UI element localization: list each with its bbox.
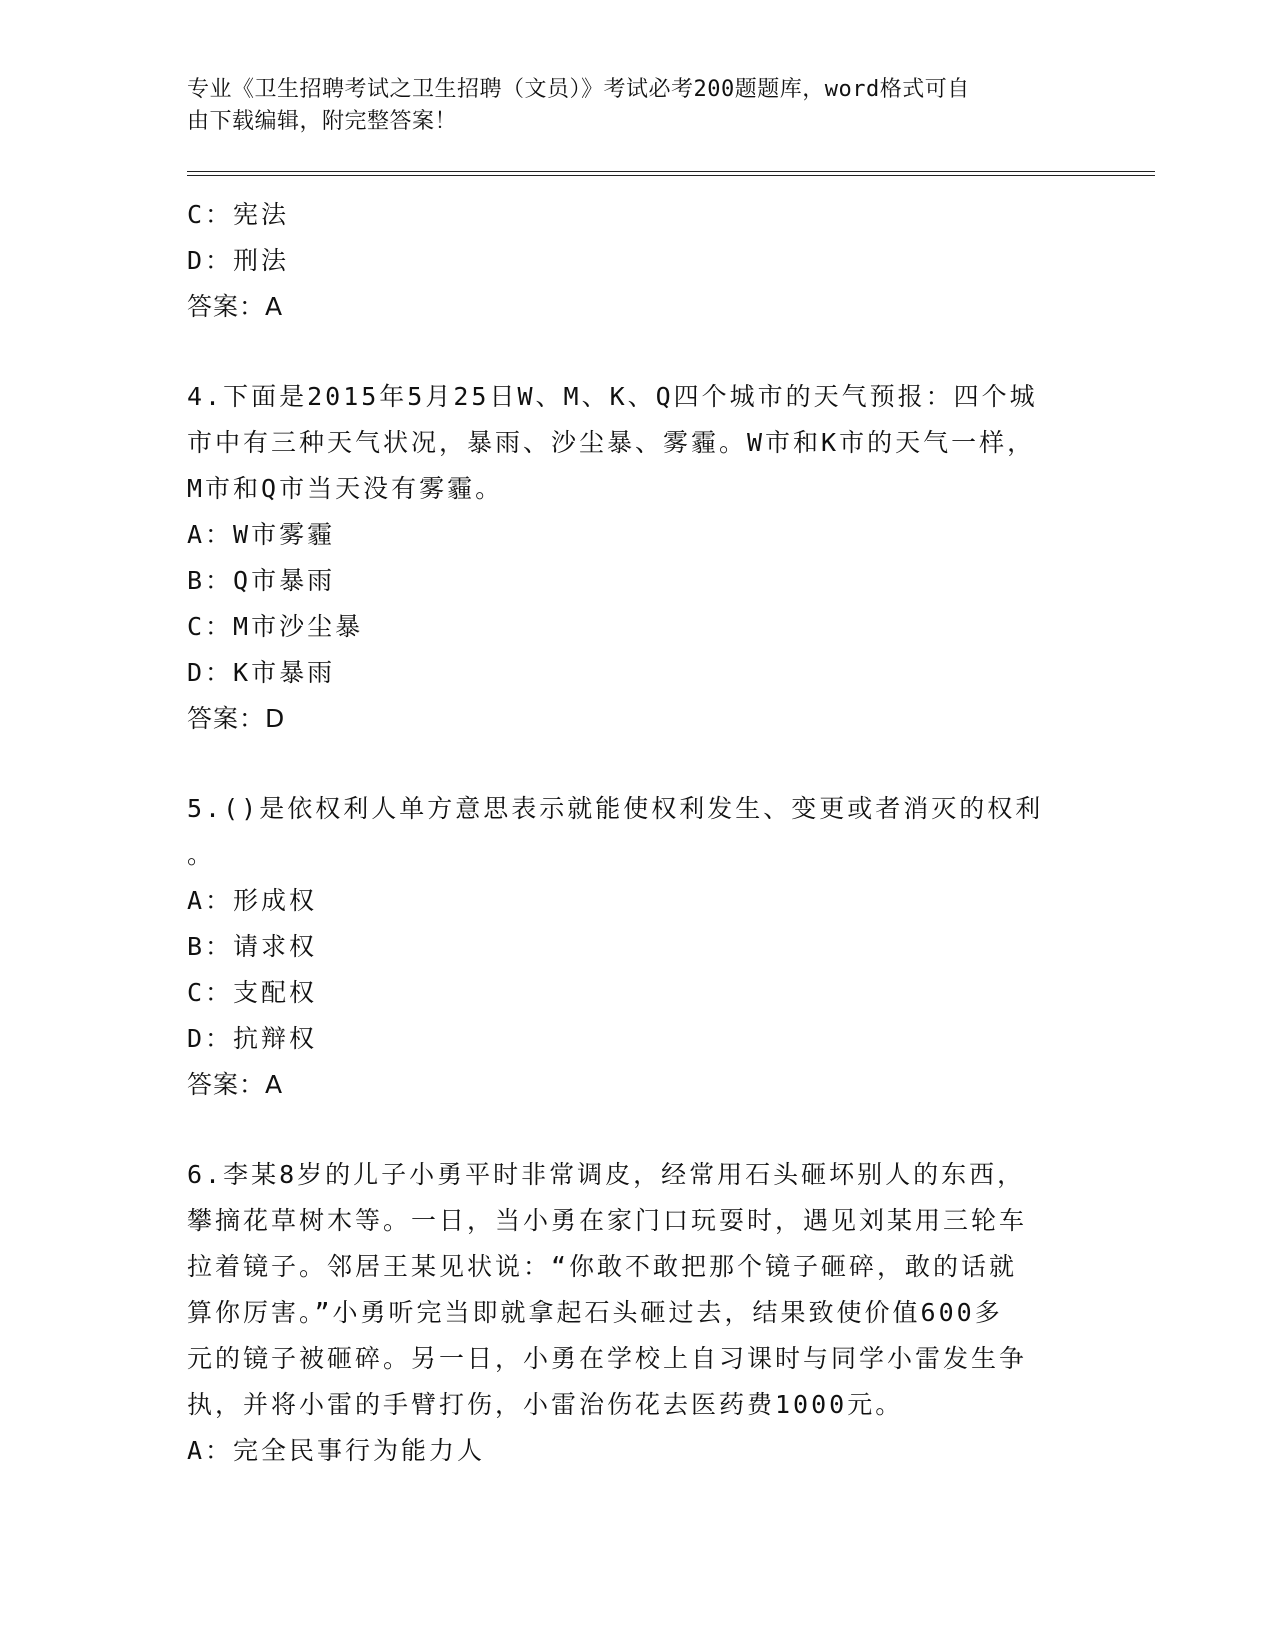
header-rule-bottom xyxy=(187,175,1155,176)
header-line-1: 专业《卫生招聘考试之卫生招聘（文员）》考试必考200题题库，word格式可自 xyxy=(187,77,970,102)
spacer xyxy=(187,742,1087,786)
question-stem: M市和Q市当天没有雾霾。 xyxy=(187,474,504,503)
option-d: D：抗辩权 xyxy=(187,1024,318,1053)
answer-label: 答案：A xyxy=(187,292,284,321)
question-stem: 执，并将小雷的手臂打伤，小雷治伤花去医药费1000元。 xyxy=(187,1390,904,1419)
question-stem: 5.()是依权利人单方意思表示就能使权利发生、变更或者消灭的权利 xyxy=(187,794,1044,823)
spacer xyxy=(187,330,1087,374)
question-content xyxy=(187,192,1087,1474)
option-c: C：宪法 xyxy=(187,200,290,229)
option-b: B：Q市暴雨 xyxy=(187,566,336,595)
question-stem: 元的镜子被砸碎。另一日，小勇在学校上自习课时与同学小雷发生争 xyxy=(187,1344,1028,1373)
question-stem: 6.李某8岁的儿子小勇平时非常调皮，经常用石头砸坏别人的东西， xyxy=(187,1160,1026,1189)
question-stem: 算你厉害。”小勇听完当即就拿起石头砸过去，结果致使价值600多 xyxy=(187,1298,1003,1327)
option-c: C：支配权 xyxy=(187,978,318,1007)
question-stem: 市中有三种天气状况，暴雨、沙尘暴、雾霾。W市和K市的天气一样， xyxy=(187,428,1036,457)
option-c: C：M市沙尘暴 xyxy=(187,612,364,641)
question-4 xyxy=(187,374,1087,742)
question-stem: 攀摘花草树木等。一日，当小勇在家门口玩耍时，遇见刘某用三轮车 xyxy=(187,1206,1028,1235)
answer-label: 答案：A xyxy=(187,1070,284,1099)
option-a: A：W市雾霾 xyxy=(187,520,336,549)
question-5 xyxy=(187,786,1087,1108)
header-line-2: 由下载编辑，附完整答案！ xyxy=(187,109,458,134)
question-3-continued xyxy=(187,192,1087,330)
page-header xyxy=(187,74,1087,138)
option-d: D：K市暴雨 xyxy=(187,658,336,687)
question-stem: 。 xyxy=(187,840,216,869)
question-stem: 4.下面是2015年5月25日W、M、K、Q四个城市的天气预报：四个城 xyxy=(187,382,1038,411)
answer-label: 答案：D xyxy=(187,704,286,733)
option-a: A：完全民事行为能力人 xyxy=(187,1436,486,1465)
question-stem: 拉着镜子。邻居王某见状说：“你敢不敢把那个镜子砸碎，敢的话就 xyxy=(187,1252,1018,1281)
question-6 xyxy=(187,1152,1087,1474)
option-b: B：请求权 xyxy=(187,932,318,961)
spacer xyxy=(187,1108,1087,1152)
option-d: D：刑法 xyxy=(187,246,290,275)
option-a: A：形成权 xyxy=(187,886,318,915)
header-rule-top xyxy=(187,171,1155,172)
